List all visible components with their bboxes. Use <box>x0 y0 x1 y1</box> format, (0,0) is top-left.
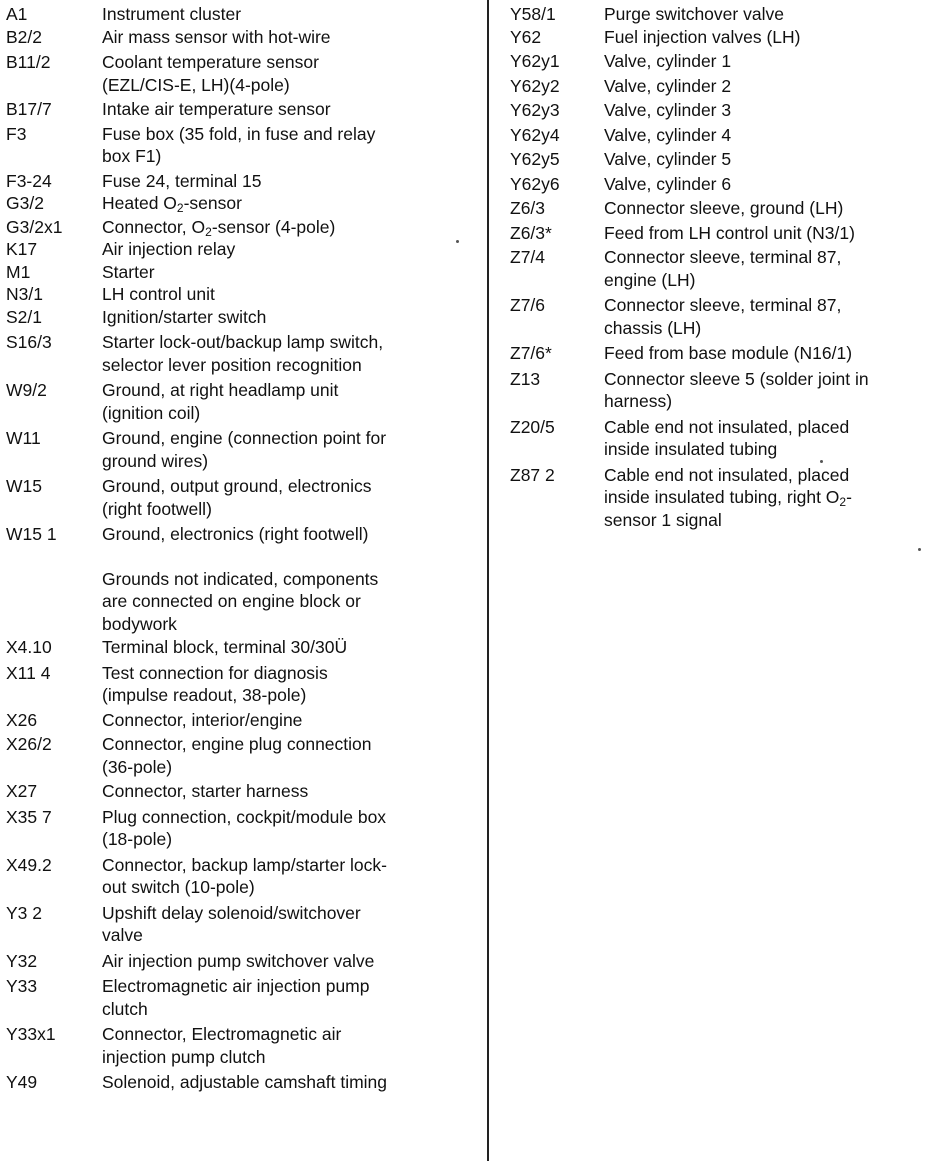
component-description: Ground, engine (connection point for ground wires) <box>102 428 387 471</box>
component-description: Connector, backup lamp/starter lock- out switch (10-pole) <box>102 854 387 897</box>
component-code: X27 <box>6 781 38 801</box>
legend-entry <box>0 662 478 707</box>
component-description: Purge switchover valve <box>604 4 784 24</box>
component-description: Feed from LH control unit (N3/1) <box>604 222 855 243</box>
component-code: X26/2 <box>6 734 52 754</box>
component-description: Intake air temperature sensor <box>102 99 331 119</box>
component-description: Feed from base module (N16/1) <box>604 343 853 363</box>
component-description: Fuse 24, terminal 15 <box>102 170 262 191</box>
component-description: Valve, cylinder 1 <box>604 51 732 71</box>
component-description: Fuse box (35 fold, in fuse and relay box F1) <box>102 123 376 166</box>
component-code: Y62y1 <box>510 51 560 71</box>
description-text: -sensor <box>183 193 242 213</box>
legend-entry <box>0 192 478 215</box>
component-code: Y32 <box>6 950 38 971</box>
component-code: Z20/5 <box>510 416 555 437</box>
component-description: Valve, cylinder 4 <box>604 124 732 145</box>
component-description: Coolant temperature sensor (EZL/CIS-E, LH)(4-pole) <box>102 52 319 95</box>
legend-entry <box>0 123 478 168</box>
component-code: B2/2 <box>6 26 42 47</box>
legend-entry <box>508 99 927 122</box>
component-code: X49.2 <box>6 854 52 875</box>
component-code: Y62 <box>510 26 542 47</box>
legend-entry <box>508 75 927 98</box>
legend-entry <box>0 283 478 306</box>
component-description: Starter lock-out/backup lamp switch, selector lever position recognition <box>102 332 384 375</box>
component-description: Plug connection, cockpit/module box (18-pole) <box>102 806 387 849</box>
subscript-text: 2 <box>176 201 184 215</box>
speck-mark <box>820 460 823 463</box>
component-code: Z7/4 <box>510 247 546 267</box>
component-description: Connector sleeve 5 (solder joint in harness) <box>604 368 869 411</box>
component-code: W15 1 <box>6 524 57 544</box>
component-description: Instrument cluster <box>102 4 242 24</box>
legend-entry <box>508 173 927 196</box>
component-description: Air injection pump switchover valve <box>102 950 375 971</box>
component-code: Y33 <box>6 976 38 996</box>
component-description: Electromagnetic air injection pump clutch <box>102 976 370 1019</box>
legend-entry <box>0 780 478 803</box>
component-code: S16/3 <box>6 332 52 352</box>
legend-entry <box>508 197 927 220</box>
component-description: Fuel injection valves (LH) <box>604 26 801 47</box>
legend-entry <box>0 1071 478 1094</box>
legend-entry <box>0 709 478 732</box>
component-description: Solenoid, adjustable camshaft timing <box>102 1072 388 1092</box>
legend-entry <box>508 416 927 461</box>
left-column <box>0 0 478 1094</box>
legend-entry <box>0 854 478 899</box>
component-description: Connector, interior/engine <box>102 709 303 730</box>
component-description: Connector sleeve, terminal 87, chassis (LH) <box>604 295 842 338</box>
legend-entry <box>508 294 927 339</box>
component-description <box>102 216 478 239</box>
component-description: Valve, cylinder 5 <box>604 149 732 169</box>
component-code: Y58/1 <box>510 4 556 24</box>
legend-entry <box>0 733 478 778</box>
component-code: Y62y3 <box>510 100 560 120</box>
description-text: Connector, O <box>102 216 206 237</box>
legend-entry <box>0 306 478 329</box>
component-description: Cable end not insulated, placed inside insulated tubing <box>604 416 850 459</box>
component-code: Z13 <box>510 368 541 389</box>
legend-entry <box>508 50 927 73</box>
component-code: W11 <box>6 428 41 448</box>
legend-entry <box>508 464 927 532</box>
component-description: Valve, cylinder 2 <box>604 75 732 96</box>
grounds-note: Grounds not indicated, components are connected on engine block or bodywork <box>102 568 379 634</box>
component-description: Connector, engine plug connection (36-pole) <box>102 734 372 777</box>
legend-entry <box>508 222 927 245</box>
legend-entry <box>0 331 478 376</box>
legend-entry <box>0 523 478 546</box>
right-column <box>508 0 927 531</box>
component-description: Connector sleeve, terminal 87, engine (LH) <box>604 247 842 290</box>
component-description: Ground, electronics (right footwell) <box>102 524 369 544</box>
legend-entry <box>0 636 478 659</box>
legend-entry <box>0 238 478 261</box>
component-code: N3/1 <box>6 284 43 304</box>
component-description: Valve, cylinder 6 <box>604 173 732 194</box>
speck-mark <box>456 240 459 243</box>
component-description: Connector, starter harness <box>102 781 309 801</box>
legend-entry <box>0 170 478 193</box>
legend-entry <box>0 902 478 947</box>
legend-entry <box>0 51 478 96</box>
column-divider <box>487 0 489 1161</box>
component-description: Upshift delay solenoid/switchover valve <box>102 902 361 945</box>
description-text: Heated O <box>102 193 177 213</box>
legend-entry <box>508 342 927 365</box>
component-description <box>604 464 927 532</box>
legend-entry <box>508 368 927 413</box>
speck-mark <box>918 548 921 551</box>
component-code: B11/2 <box>6 52 51 72</box>
component-description: Air mass sensor with hot-wire <box>102 26 331 47</box>
component-description: LH control unit <box>102 284 215 304</box>
legend-entry <box>508 246 927 291</box>
component-code: Z7/6* <box>510 343 552 363</box>
component-code: Z6/3* <box>510 222 552 243</box>
component-description: Starter <box>102 261 155 282</box>
legend-entry <box>0 98 478 121</box>
component-code: W15 <box>6 476 42 496</box>
legend-entry <box>0 1023 478 1068</box>
component-code: K17 <box>6 239 38 259</box>
component-code: M1 <box>6 261 31 282</box>
component-code: Y62y5 <box>510 149 560 169</box>
legend-entry <box>0 806 478 851</box>
component-code: Z6/3 <box>510 198 546 218</box>
component-code: X35 7 <box>6 806 52 827</box>
legend-entry <box>0 950 478 973</box>
legend-entry <box>0 427 478 472</box>
component-code: Y33x1 <box>6 1024 56 1044</box>
left-entry-list <box>0 3 478 546</box>
component-description: Connector, Electromagnetic air injection pump clutch <box>102 1024 342 1067</box>
description-text: - sensor 1 signal <box>604 487 852 530</box>
component-code: A1 <box>6 4 28 24</box>
legend-entry <box>0 379 478 424</box>
component-code: X11 4 <box>6 662 51 683</box>
component-code: Y62y2 <box>510 75 560 96</box>
description-text: -sensor (4-pole) <box>211 216 336 237</box>
legend-entry <box>0 3 478 26</box>
component-code: X4.10 <box>6 637 52 657</box>
legend-entry <box>508 148 927 171</box>
subscript-text: 2 <box>839 495 847 509</box>
component-code: X26 <box>6 709 38 730</box>
legend-entry <box>508 3 927 26</box>
component-description: Test connection for diagnosis (impulse readout, 38-pole) <box>102 662 328 705</box>
component-code: Z87 2 <box>510 464 555 485</box>
component-description: Valve, cylinder 3 <box>604 100 732 120</box>
legend-entry <box>0 261 478 284</box>
component-code: Y62y6 <box>510 173 560 194</box>
component-code: G3/2x1 <box>6 216 63 237</box>
legend-entry <box>508 26 927 49</box>
legend-entry <box>508 124 927 147</box>
component-code: F3 <box>6 123 27 144</box>
legend-entry <box>0 475 478 520</box>
subscript-text: 2 <box>205 224 212 239</box>
component-code: Z7/6 <box>510 295 546 315</box>
component-code: W9/2 <box>6 380 47 400</box>
description-text: Cable end not insulated, placed inside insulated tubing, right O <box>604 464 850 507</box>
component-description: Terminal block, terminal 30/30Ü <box>102 637 348 657</box>
right-entry-list <box>508 3 927 531</box>
legend-entry <box>0 216 478 239</box>
component-description: Ignition/starter switch <box>102 306 267 327</box>
component-code: G3/2 <box>6 193 44 213</box>
left-entry-list-2 <box>0 636 478 1094</box>
component-code: Y3 2 <box>6 902 42 923</box>
component-description: Connector sleeve, ground (LH) <box>604 198 844 218</box>
component-description: Ground, at right headlamp unit (ignition coil) <box>102 380 339 423</box>
component-code: Y49 <box>6 1072 38 1092</box>
component-description <box>102 192 478 215</box>
component-description: Air injection relay <box>102 239 236 259</box>
component-code: Y62y4 <box>510 124 560 145</box>
legend-entry <box>0 26 478 49</box>
component-code: F3-24 <box>6 170 52 191</box>
component-description: Ground, output ground, electronics (right footwell) <box>102 476 372 519</box>
legend-entry <box>0 975 478 1020</box>
component-code: S2/1 <box>6 306 42 327</box>
component-code: B17/7 <box>6 99 52 119</box>
